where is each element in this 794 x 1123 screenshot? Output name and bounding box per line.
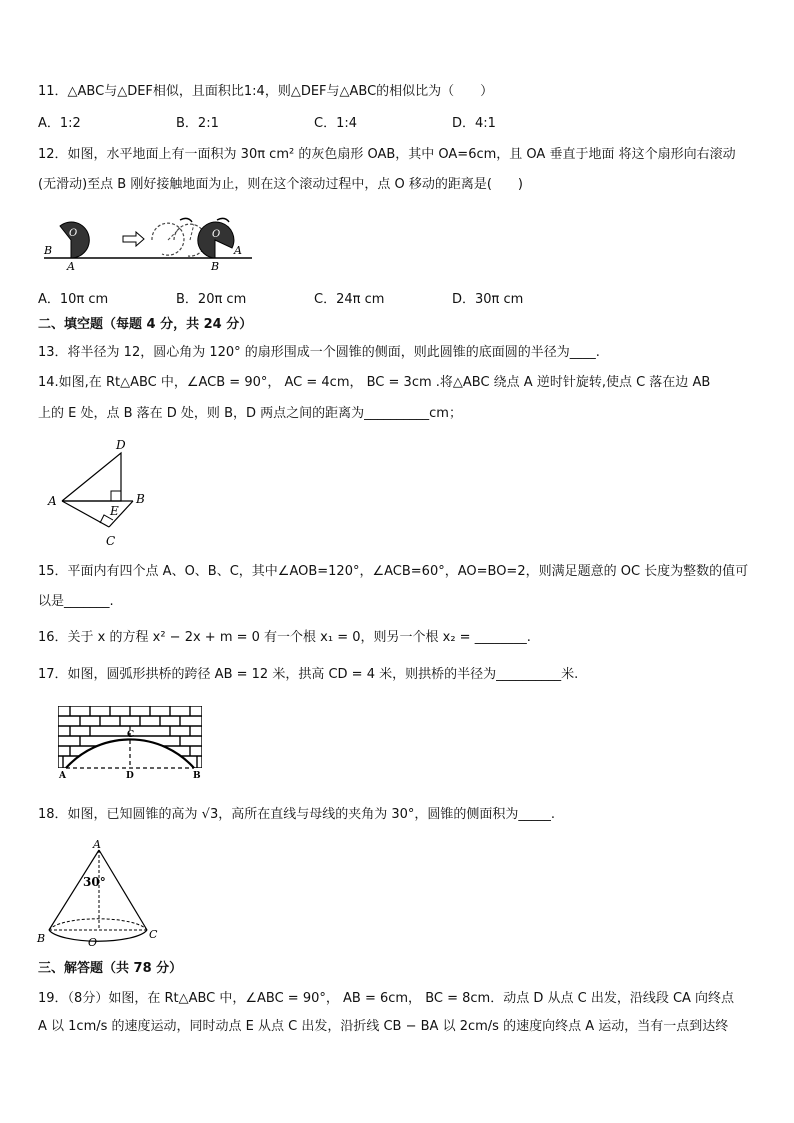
label-o1: O — [69, 228, 78, 239]
q11-option-d: D．4:1 — [452, 116, 496, 131]
question-12-text-line2: (无滑动)至点 B 刚好接触地面为止，则在这个滚动过程中，点 O 移动的距离是( ) — [38, 177, 523, 192]
label-d: D — [116, 438, 126, 452]
q12-option-a: A．10π cm — [38, 292, 109, 307]
question-14-text-line2: 上的 E 处，点 B 落在 D 处，则 B，D 两点之间的距离为__________cm； — [38, 406, 462, 421]
label-o: O — [88, 936, 98, 949]
q11-option-b: B．2:1 — [176, 116, 219, 131]
label-a1: A — [67, 260, 75, 273]
label-a: A — [93, 838, 101, 851]
question-14-text-line1: 14.如图,在 Rt△ABC 中，∠ACB = 90°， AC = 4cm， BC = 3cm .将△ABC 绕点 A 逆时针旋转,使点 C 落在边 AB — [38, 375, 711, 390]
question-16-text: 16．关于 x 的方程 x² − 2x + m = 0 有一个根 x₁ = 0，则另一个根 x₂ = ________. — [38, 630, 531, 645]
rolling-sector-figure — [40, 212, 255, 274]
q11-option-a: A．1:2 — [38, 116, 81, 131]
label-e: E — [110, 504, 119, 518]
question-18-text: 18．如图，已知圆锥的高为 √3，高所在直线与母线的夹角为 30°，圆锥的侧面积为_____. — [38, 807, 556, 822]
q12-option-c: C．24π cm — [314, 292, 385, 307]
triangle-rotation-figure — [42, 435, 157, 555]
question-12-text-line1: 12．如图，水平地面上有一面积为 30π cm² 的灰色扇形 OAB，其中 OA=6cm，且 OA 垂直于地面 将这个扇形向右滚动 — [38, 147, 736, 162]
question-15-text-line2: 以是_______. — [38, 594, 114, 609]
label-a: A — [48, 494, 57, 508]
section-3-title: 三、解答题（共 78 分） — [38, 961, 183, 976]
label-d: D — [126, 771, 134, 781]
question-11-text: 11．△ABC与△DEF相似，且面积比1:4，则△DEF与△ABC的相似比为（ ） — [38, 84, 494, 99]
question-13-text: 13．将半径为 12，圆心角为 120° 的扇形围成一个圆锥的侧面，则此圆锥的底面圆的半径为____. — [38, 345, 600, 360]
label-b: B — [136, 492, 145, 506]
label-b1: B — [44, 244, 53, 257]
section-2-title: 二、填空题（每题 4 分，共 24 分） — [38, 317, 253, 332]
label-o2: O — [212, 229, 221, 240]
cone-figure — [35, 836, 165, 952]
q12-option-b: B．20π cm — [176, 292, 247, 307]
q11-option-c: C．1:4 — [314, 116, 357, 131]
question-17-text: 17．如图，圆弧形拱桥的跨径 AB = 12 米，拱高 CD = 4 米，则拱桥的半径为__________米. — [38, 667, 579, 682]
label-c: C — [106, 534, 116, 548]
q12-option-d: D．30π cm — [452, 292, 524, 307]
question-15-text-line1: 15．平面内有四个点 A、O、B、C，其中∠AOB=120°，∠ACB=60°，AO=BO=2，则满足题意的 OC 长度为整数的值可 — [38, 564, 749, 579]
label-b2: B — [211, 260, 220, 273]
arch-bridge-figure — [55, 704, 205, 782]
label-a2: A — [234, 244, 242, 257]
label-angle: 30° — [83, 875, 106, 889]
question-19-text-line2: A 以 1cm/s 的速度运动，同时动点 E 从点 C 出发，沿折线 CB − BA 以 2cm/s 的速度向终点 A 运动，当有一点到达终 — [38, 1019, 729, 1034]
label-b: B — [193, 771, 201, 781]
question-19-text-line1: 19．（8分）如图，在 Rt△ABC 中，∠ABC = 90°， AB = 6cm， BC = 8cm．动点 D 从点 C 出发，沿线段 CA 向终点 — [38, 991, 735, 1006]
label-c: C — [127, 730, 135, 740]
label-a: A — [59, 771, 66, 781]
label-b: B — [37, 932, 46, 945]
label-c: C — [149, 928, 158, 941]
